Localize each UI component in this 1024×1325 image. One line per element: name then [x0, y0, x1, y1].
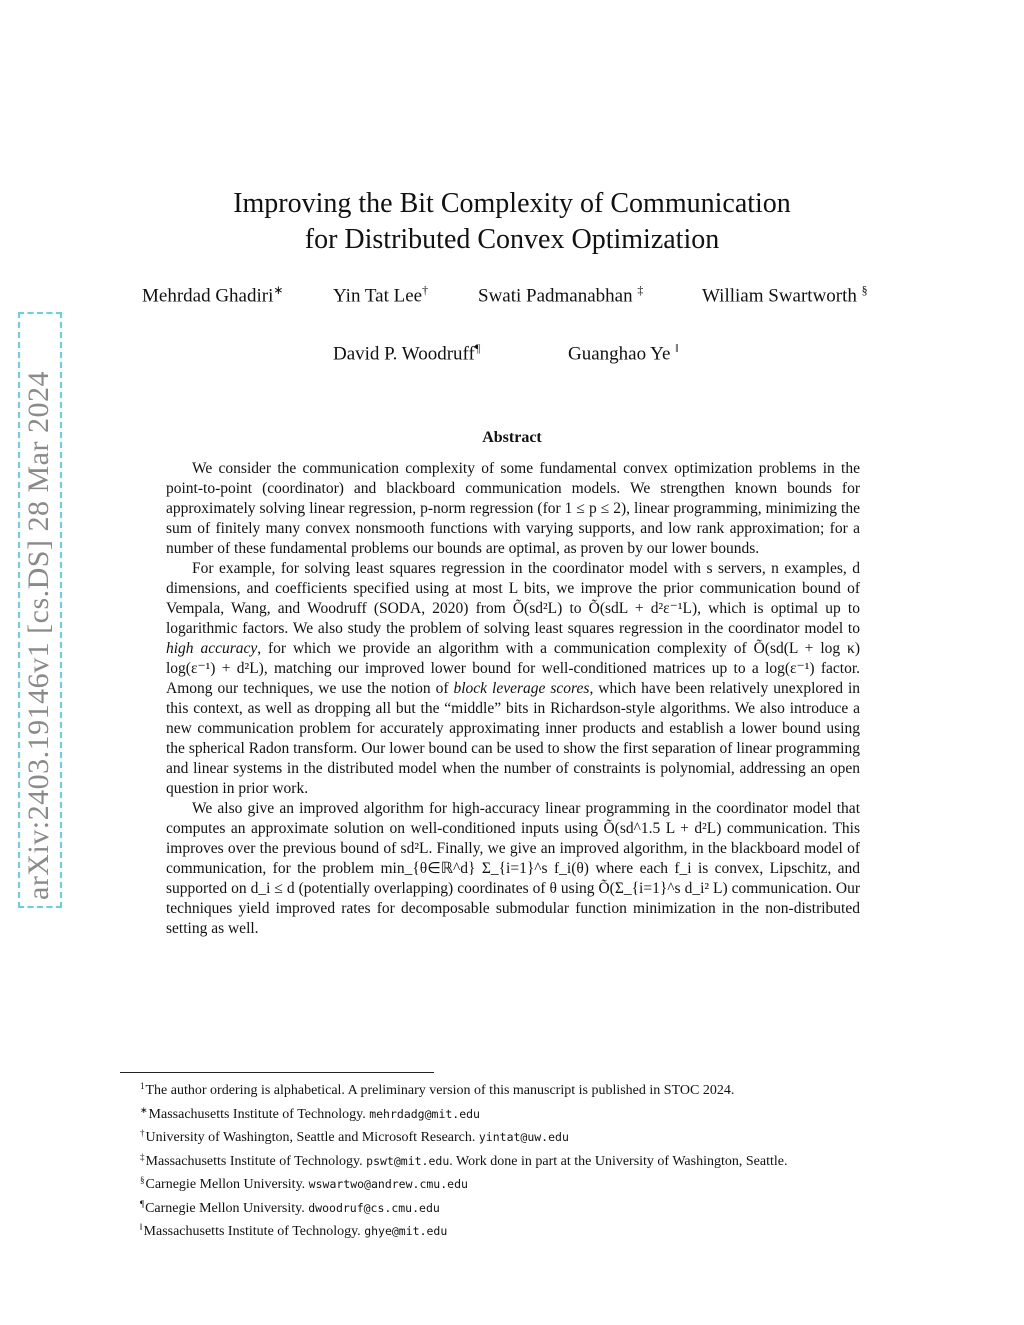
paper-title [0, 186, 1024, 258]
author-name: Mehrdad Ghadiri [142, 285, 274, 307]
abstract [166, 459, 860, 939]
author-6 [568, 341, 679, 365]
emphasis-high-accuracy: high accuracy [166, 640, 258, 657]
email-link[interactable]: pswt@mit.edu [366, 1153, 450, 1168]
footnote-text: Carnegie Mellon University. [145, 1177, 309, 1192]
email-link[interactable]: yintat@uw.edu [478, 1130, 569, 1144]
footnote-mark: ¶ [140, 1198, 145, 1209]
author-name: David P. Woodruff [333, 343, 475, 365]
footnote-text: Massachusetts Institute of Technology. [148, 1106, 370, 1122]
abstract-heading: Abstract [482, 429, 542, 446]
title-line-1: Improving the Bit Complexity of Communication [233, 188, 791, 219]
title-line-2: for Distributed Convex Optimization [304, 224, 720, 255]
emphasis-block-leverage-scores: block leverage scores [453, 680, 590, 697]
footnote-text: University of Washington, Seattle and Microsoft Research. [145, 1130, 479, 1145]
abstract-text: , for which we provide an algorithm with a communication complexity of Õ(sd(L + log κ) log(ε⁻¹) + d²L), matching our improved lower bound for well-conditioned matrices up to a log(ε⁻¹) factor. Among our techniques, we use the notion of [166, 640, 860, 697]
email-link[interactable]: dwoodruf@cs.cmu.edu [308, 1200, 440, 1215]
author-name: Yin Tat Lee [333, 285, 423, 307]
footnote-7 [140, 1218, 920, 1242]
abstract-text: For example, for solving least squares regression in the coordinator model with s servers, n examples, d dimensions, and coefficients specified using at most L bits, we improve the prior communication bound of Vempala, Wang, and Woodruff (SODA, 2020) from Õ(sd²L) to Õ(sdL + d²ε⁻¹L), which is optimal up to logarithmic factors. We also study the problem of solving least squares regression in the coordinator model to [166, 560, 860, 637]
author-mark: ‖ [675, 341, 679, 355]
author-name: William Swartworth [702, 285, 857, 307]
email-link[interactable]: mehrdadg@mit.edu [369, 1106, 480, 1121]
author-2 [333, 283, 428, 307]
footnote-text: The author ordering is alphabetical. A preliminary version of this manuscript is published in STOC 2024. [145, 1083, 735, 1098]
author-mark: ¶ [474, 341, 481, 355]
author-1 [142, 283, 283, 307]
author-name: Guanghao Ye [568, 343, 671, 365]
footnote-mark: ‖ [140, 1222, 143, 1232]
author-mark: § [861, 283, 868, 297]
footnote-text: Carnegie Mellon University. [145, 1200, 309, 1216]
footnote-3 [140, 1124, 920, 1148]
arxiv-stamp: arXiv:2403.19146v1 [cs.DS] 28 Mar 2024 [22, 371, 55, 900]
abstract-text: , which have been relatively unexplored in this context, as well as dropping all but the “middle” bits in Richardson-style algorithms. We also introduce a new communication problem for accurately approximating inner products and establish a lower bound using the spherical Radon transform. Our lower bound can be used to show the first separation of linear programming and linear systems in the distributed model when the number of constraints is polynomial, addressing an open question in prior work. [166, 680, 860, 797]
email-link[interactable]: ghye@mit.edu [364, 1224, 448, 1238]
footnote-tail: . Work done in part at the University of Washington, Seattle. [449, 1153, 788, 1169]
abstract-paragraph-1: We consider the communication complexity of some fundamental convex optimization problems in the point-to-point (coordinator) and blackboard communication models. We strengthen known bounds for approximately solving linear regression, p-norm regression (for 1 ≤ p ≤ 2), linear programming, minimizing the sum of finitely many convex nonsmooth functions with varying supports, and low rank approximation; for a number of these fundamental problems our bounds are optimal, as proven by our lower bounds. [166, 460, 860, 557]
author-3 [478, 283, 643, 307]
footnote-mark: ∗ [140, 1104, 148, 1115]
footnote-text: Massachusetts Institute of Technology. [145, 1153, 367, 1169]
footnote-4 [140, 1148, 920, 1172]
author-mark: † [422, 283, 429, 297]
author-4 [702, 283, 868, 307]
author-name: Swati Padmanabhan [478, 285, 633, 307]
footnotes [140, 1077, 920, 1242]
footnote-2 [140, 1101, 920, 1125]
author-5 [333, 341, 480, 365]
footnote-6 [140, 1195, 920, 1219]
footnote-mark: † [140, 1128, 145, 1138]
footnote-mark: 1 [140, 1081, 145, 1091]
footnote-mark: § [140, 1175, 145, 1185]
abstract-paragraph-2 [166, 559, 860, 799]
footnote-mark: ‡ [140, 1151, 145, 1162]
author-mark: ‡ [637, 283, 644, 297]
abstract-paragraph-3: We also give an improved algorithm for high-accuracy linear programming in the coordinator model that computes an approximate solution on well-conditioned inputs using Õ(sd^1.5 L + d²L) communication. This improves over the previous bound of sd²L. Finally, we give an improved algorithm, in the blackboard model of communication, for the problem min_{θ∈ℝ^d} Σ_{i=1}^s f_i(θ) where each f_i is convex, Lipschitz, and supported on d_i ≤ d (potentially overlapping) coordinates of θ using Õ(Σ_{i=1}^s d_i² L) communication. Our techniques yield improved rates for decomposable submodular function minimization in the non-distributed setting as well. [166, 800, 860, 937]
author-mark: ∗ [273, 283, 284, 297]
footnote-rule [120, 1072, 434, 1073]
footnote-5 [140, 1171, 920, 1195]
email-link[interactable]: wswartwo@andrew.cmu.edu [308, 1177, 468, 1191]
footnote-1 [140, 1077, 920, 1101]
footnote-text: Massachusetts Institute of Technology. [143, 1224, 365, 1239]
